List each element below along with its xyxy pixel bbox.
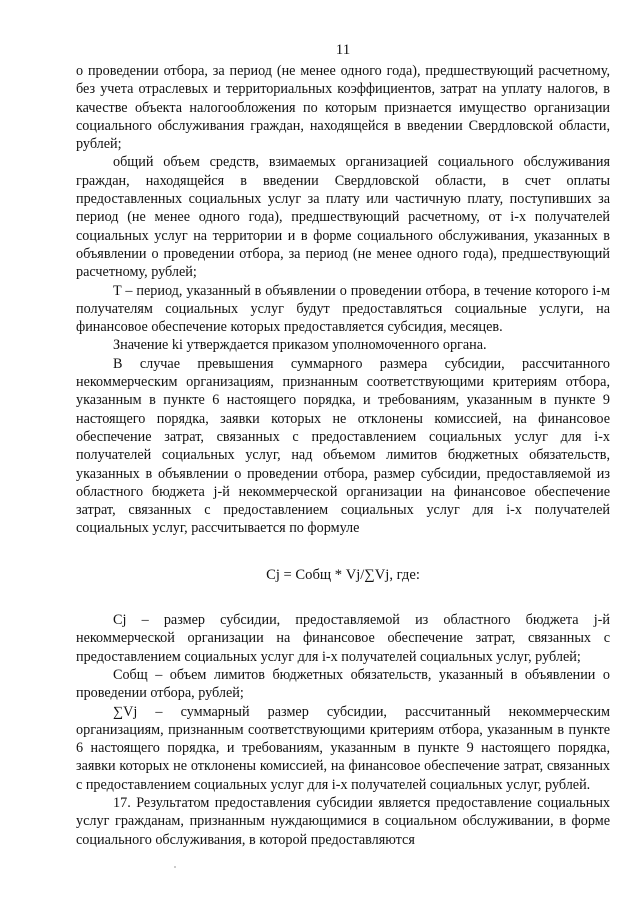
paragraph-1: о проведении отбора, за период (не менее одного года), предшествующий расчетному, без учета отраслевых и территориальных коэффициентов, затрат на уплату налогов, в качестве объекта налогообложения по которым признается имущество организации социального обслуживания граждан, находящейся в введении Свердловской области, рублей;	[76, 63, 610, 153]
paragraph-6: Cj – размер субсидии, предоставляемой из областного бюджета j-й некоммерческой организации на финансовое обеспечение затрат, связанных с предоставлением социальных услуг для i-х получателей социальных услуг, рублей;	[76, 612, 610, 665]
paragraph-4: Значение ki утверждается приказом уполномоченного органа.	[113, 337, 487, 354]
document-page	[76, 0, 610, 905]
paragraph-7: Cобщ – объем лимитов бюджетных обязательств, указанный в объявлении о проведении отбора, рублей;	[76, 666, 610, 702]
paragraph-2: общий объем средств, взимаемых организацией социального обслуживания граждан, находящейся в введении Свердловской области, в счет оплаты предоставленных социальных услуг за плату или частичную плату, поступивших за период (не менее одного года), предшествующий расчетному, от i-х получателей социальных услуг на территории и в форме социального обслуживания, указанных в объявлении о проведении отбора, за период (не менее одного года), предшествующий расчетному, рублей;	[76, 154, 610, 281]
formula: Cj = Cобщ * Vj/∑Vj, где:	[266, 566, 420, 583]
document-body	[76, 62, 610, 849]
scan-speck	[174, 866, 176, 868]
paragraph-9: 17. Результатом предоставления субсидии является предоставление социальных услуг гражданам, признанным нуждающимися в социальном обслуживании, в форме социального обслуживания, в которой предоставляются	[76, 794, 610, 848]
paragraph-5: В случае превышения суммарного размера субсидии, рассчитанного некоммерческим организациям, признанным соответствующими критериям отбора, указанным в пункте 6 настоящего порядка, и требованиям, указанным в пункте 9 настоящего порядка, заявки которых не отклонены комиссией, на финансовое обеспечение затрат, связанных с предоставлением социальных услуг для i-х получателей социальных услуг, над объемом лимитов бюджетных обязательств, указанных в объявлении о проведении отбора, размер субсидии, предоставляемой из областного бюджета j-й некоммерческой организации на финансовое обеспечение затрат, связанных с предоставлением социальных услуг для i-х получателей социальных услуг, рассчитывается по формуле	[76, 355, 610, 537]
paragraph-8: ∑Vj – суммарный размер субсидии, рассчитанный некоммерческим организациям, признанным соответствующими критериям отбора, указанным в пункте 6 настоящего порядка, и требованиям, указанным в пункте 9 настоящего порядка, заявки которых не отклонены комиссией, на финансовое обеспечение затрат, связанных с предоставлением социальных услуг для i-х получателей социальных услуг, рублей.	[76, 703, 610, 793]
paragraph-3: T – период, указанный в объявлении о проведении отбора, в течение которого i-м получателям социальных услуг будут предоставляться социальные услуги, на финансовое обеспечение которых предоставляется субсидия, месяцев.	[76, 282, 610, 336]
page-number: 11	[335, 42, 351, 58]
